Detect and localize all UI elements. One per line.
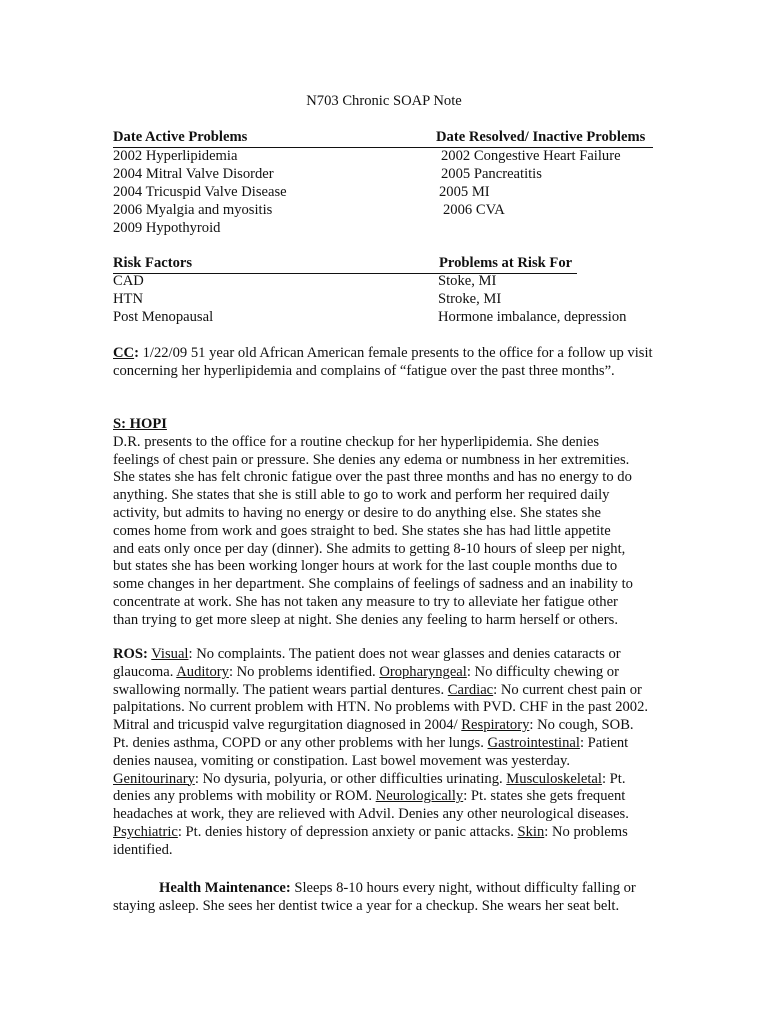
ros-psychiatric-label: Psychiatric [113,823,178,840]
hopi-section [113,416,659,630]
problems-header-row [113,129,653,148]
ros-oropharyngeal-text: : No difficulty chewing or swallowing normally. The patient wears partial dentures. [113,663,619,698]
risk-factors-header: Risk Factors [113,255,193,271]
ros-genitourinary-text: : No dysuria, polyuria, or other difficulties urinating. [194,770,507,787]
risk-factor: HTN [113,291,143,307]
risk-header-row [113,255,577,274]
risk-factor: CAD [113,273,144,289]
hopi-line: activity, but admits to having no energy or desire to do anything else. She states she [113,504,601,521]
ros-section [113,646,653,860]
resolved-problem: 2005 MI [439,184,490,200]
hopi-line: feelings of chest pain or pressure. She denies any edema or numbness in her extremities. [113,451,630,468]
problems-at-risk-header: Problems at Risk For [439,255,573,271]
active-problem: 2009 Hypothyroid [113,220,221,236]
ros-auditory-text: : No problems identified. [228,663,380,680]
ros-cardiac-label: Cardiac [447,681,494,698]
hopi-line: comes home from work and goes straight to bed. She states she has had little appetite [113,522,611,539]
ros-genitourinary-label: Genitourinary [113,770,195,787]
hopi-line: than trying to get more sleep at night. She denies any feeling to harm herself or others. [113,611,618,628]
active-problems-header: Date Active Problems [113,129,248,145]
document-title: N703 Chronic SOAP Note [306,93,462,109]
resolved-problems-header: Date Resolved/ Inactive Problems [436,129,646,145]
ros-skin-label: Skin [517,823,545,840]
ros-psychiatric-text: : Pt. denies history of depression anxiety or panic attacks. [177,823,518,840]
ros-neurologically-label: Neurologically [375,788,464,805]
hopi-line: but states she has been working longer hours at work for the last couple months due to [113,558,618,575]
resolved-problem: 2005 Pancreatitis [441,166,542,182]
ros-auditory-label: Auditory [176,663,229,680]
risk-problem: Stroke, MI [438,291,502,307]
hopi-line: concentrate at work. She has not taken any measure to try to alleviate her fatigue other [113,593,618,610]
active-problem: 2002 Hyperlipidemia [113,148,238,164]
chief-complaint-section [113,345,659,381]
ros-neurologically-text: : Pt. states she gets frequent headaches at work, they are relieved with Advil. Denies any other neurological diseases. [113,788,629,823]
ros-label: ROS: [113,646,148,662]
ros-oropharyngeal-label: Oropharyngeal [379,663,467,680]
ros-cardiac-text: : No current chest pain or palpitations. No current problem with HTN. No problems with PVD. CHF in the past 2002. Mitral and tricuspid valve regurgitation diagnosed in 2004/ [113,681,649,734]
ros-skin-text: : No problems identified. [113,823,628,858]
hopi-heading: S: HOPI [113,416,167,432]
ros-musculoskeletal-text: : Pt. denies any problems with mobility or ROM. [113,770,626,805]
ros-visual-label: Visual [151,646,189,662]
ros-musculoskeletal-label: Musculoskeletal [506,770,602,787]
resolved-problem: 2006 CVA [443,202,505,218]
active-problem: 2004 Tricuspid Valve Disease [113,184,287,200]
cc-text: 1/22/09 51 year old African American female presents to the office for a follow up visit concerning her hyperlipidemia and complains of “fatigue over the past three months”. [113,345,653,379]
ros-gastrointestinal-text: : Patient denies nausea, vomiting or constipation. Last bowel movement was yesterday. [113,734,629,769]
hopi-line: anything. She states that she is still able to go to work and perform her required daily [113,487,610,504]
ros-visual-text: : No complaints. The patient does not wear glasses and denies cataracts or glaucoma. [113,646,621,680]
risk-factor: Post Menopausal [113,309,214,325]
ros-gastrointestinal-label: Gastrointestinal [487,734,580,751]
ros-respiratory-label: Respiratory [461,717,530,734]
hopi-line: D.R. presents to the office for a routine checkup for her hyperlipidemia. She denies [113,433,600,450]
cc-colon: : [134,345,139,361]
health-maintenance-section [113,880,659,916]
hopi-line: and eats only once per day (dinner). She admits to getting 8-10 hours of sleep per night, [113,540,626,557]
ros-respiratory-text: : No cough, SOB. Pt. denies asthma, COPD or any other problems with her lungs. [113,717,634,751]
hopi-line: some changes in her department. She complains of feelings of sadness and an inability to [113,576,633,593]
risk-problem: Stoke, MI [438,273,497,289]
risk-problem: Hormone imbalance, depression [438,309,627,325]
health-maintenance-text: Sleeps 8-10 hours every night, without difficulty falling or staying asleep. She sees her dentist twice a year for a checkup. She wears her seat belt. [113,880,636,914]
active-problem: 2004 Mitral Valve Disorder [113,166,274,182]
resolved-problem: 2002 Congestive Heart Failure [441,148,621,164]
health-maintenance-label: Health Maintenance: [159,880,291,896]
hopi-line: She states she has felt chronic fatigue over the past three months and has no energy to do [113,469,632,486]
cc-label: CC [113,345,135,361]
active-problem: 2006 Myalgia and myositis [113,202,273,218]
